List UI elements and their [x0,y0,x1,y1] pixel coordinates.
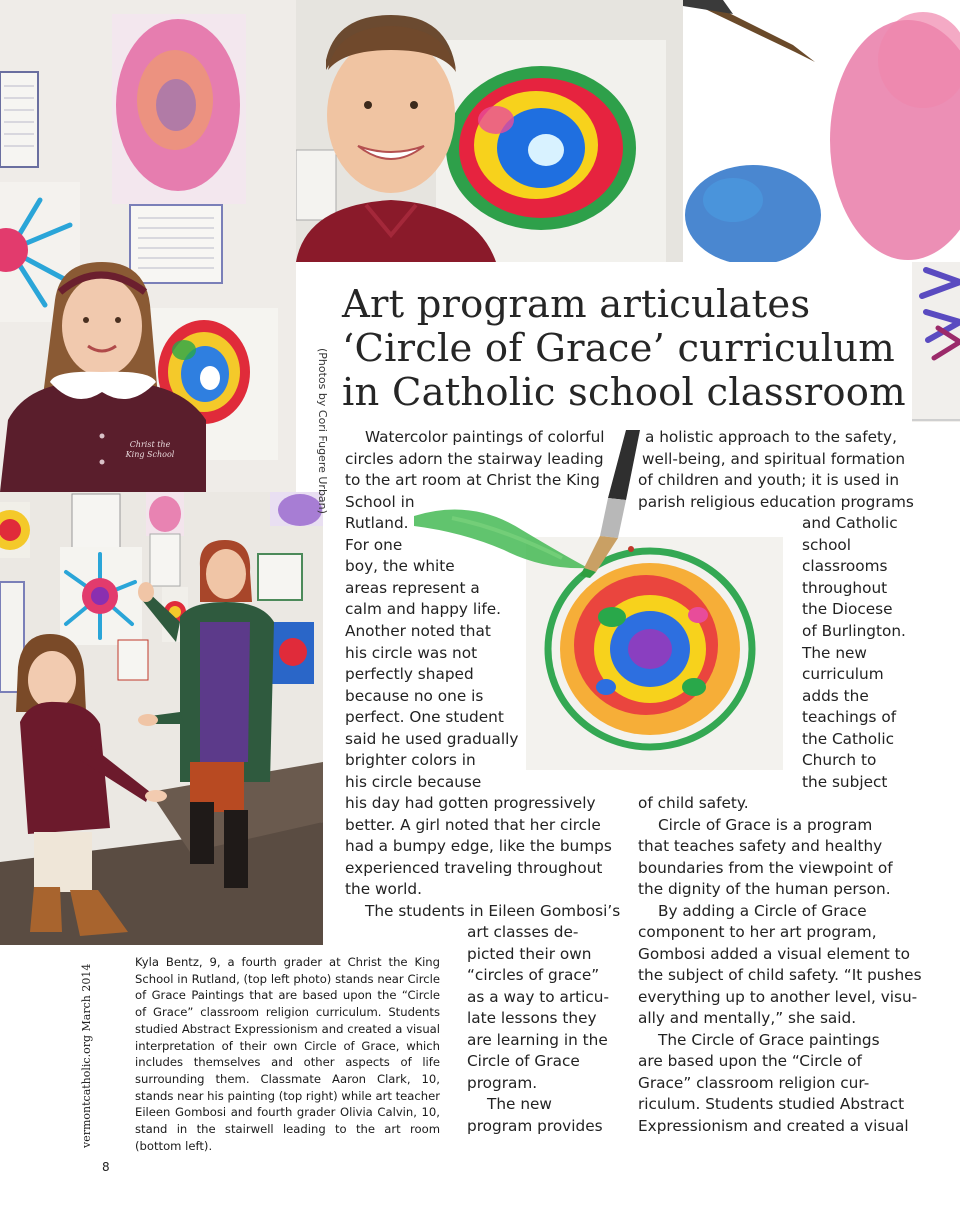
body-line: experienced traveling throughout [345,859,603,877]
body-line: Circle of Grace [467,1052,580,1070]
headline-line-2: ‘Circle of Grace’ curriculum [342,326,895,371]
body-line: The Circle of Grace paintings [658,1031,880,1049]
body-line: to the art room at Christ the King [345,471,600,489]
body-line: The new [487,1095,552,1113]
body-line: curriculum [802,665,884,683]
body-line: are based upon the “Circle of [638,1052,862,1070]
body-line: Gombosi added a visual element to [638,945,911,963]
photo-kyla-bentz [0,0,296,492]
body-line: program provides [467,1117,603,1135]
body-line: of child safety. [638,794,749,812]
body-line: that teaches safety and healthy [638,837,883,855]
body-line: Circle of Grace is a program [658,816,873,834]
body-line: boundaries from the viewpoint of [638,859,893,877]
body-line: teachings of [802,708,897,726]
body-line: said he used gradually [345,730,519,748]
body-line: circles adorn the stairway leading [345,450,604,468]
body-line: the subject [802,773,888,791]
body-line: program. [467,1074,538,1092]
body-line: riculum. Students studied Abstract [638,1095,905,1113]
body-line: the subject of child safety. “It pushes [638,966,922,984]
body-line: as a way to articu- [467,988,609,1006]
body-line: late lessons they [467,1009,597,1027]
body-line: because no one is [345,687,484,705]
body-line: Grace” classroom religion cur- [638,1074,870,1092]
body-line: Expressionism and created a visual [638,1117,909,1135]
body-line: the Diocese [802,600,893,618]
body-line: Church to [802,751,877,769]
body-line: the dignity of the human person. [638,880,891,898]
body-line: his day had gotten progressively [345,794,596,812]
body-line: For one [345,536,403,554]
page-number: 8 [102,1160,110,1174]
headline-line-1: Art program articulates [342,282,811,327]
body-line: By adding a Circle of Grace [658,902,867,920]
body-line: adds the [802,687,869,705]
body-line: brighter colors in [345,751,476,769]
body-line: boy, the white [345,557,455,575]
body-line: school [802,536,852,554]
body-line: well-being, and spiritual formation [642,450,906,468]
body-line: his circle was not [345,644,478,662]
body-line: better. A girl noted that her circle [345,816,601,834]
headline [342,283,942,415]
photo-credit: (Photos by Cori Fugere Urban) [316,348,329,514]
body-line: Watercolor paintings of colorful [365,428,605,446]
photo-aaron-clark [296,0,683,262]
body-line: the world. [345,880,422,898]
body-line: are learning in the [467,1031,608,1049]
publication-sideline: vermontcatholic.org March 2014 [80,963,93,1148]
photo-caption: Kyla Bentz, 9, a fourth grader at Christ the King School in Rutland, (top left photo) stands near Circle of Grace Paintings that are based upon the “Circle of Grace” classroom religion curriculum. Students studied Abstract Expressionism and created a visual interpretation of their own Circle of Grace, which includes themselves and other aspects of life surrounding them. Classmate Aaron Clark, 10, stands near his painting (top right) while art teacher Eileen Gombosi and fourth grader Olivia Calvin, 10, stand in the stairwell leading to the art room (bottom left). [135,955,440,1153]
body-line: ally and mentally,” she said. [638,1009,857,1027]
body-line: component to her art program, [638,923,877,941]
body-line: calm and happy life. [345,600,502,618]
body-line: “circles of grace” [467,966,600,984]
body-line: and Catholic [802,514,898,532]
body-line: of children and youth; it is used in [638,471,900,489]
body-line: his circle because [345,773,482,791]
body-line: perfectly shaped [345,665,474,683]
body-line: Rutland. [345,514,409,532]
shirt-embroidery: Christ the King School [125,440,175,459]
body-line: throughout [802,579,888,597]
body-line: of Burlington. [802,622,906,640]
photo-stairwell [0,492,323,945]
body-line: the Catholic [802,730,894,748]
body-line: The new [802,644,867,662]
body-line: areas represent a [345,579,480,597]
body-line: Another noted that [345,622,491,640]
body-line: everything up to another level, visu- [638,988,918,1006]
body-line: perfect. One student [345,708,504,726]
body-line: classrooms [802,557,888,575]
watercolor-decoration [683,0,960,262]
body-line: a holistic approach to the safety, [645,428,897,446]
body-line: parish religious education programs [638,493,914,511]
body-line: The students in Eileen Gombosi’s [365,902,621,920]
body-line: School in [345,493,415,511]
headline-line-3: in Catholic school classroom [342,370,906,415]
body-line: had a bumpy edge, like the bumps [345,837,612,855]
body-line: art classes de- [467,923,579,941]
body-line: picted their own [467,945,592,963]
